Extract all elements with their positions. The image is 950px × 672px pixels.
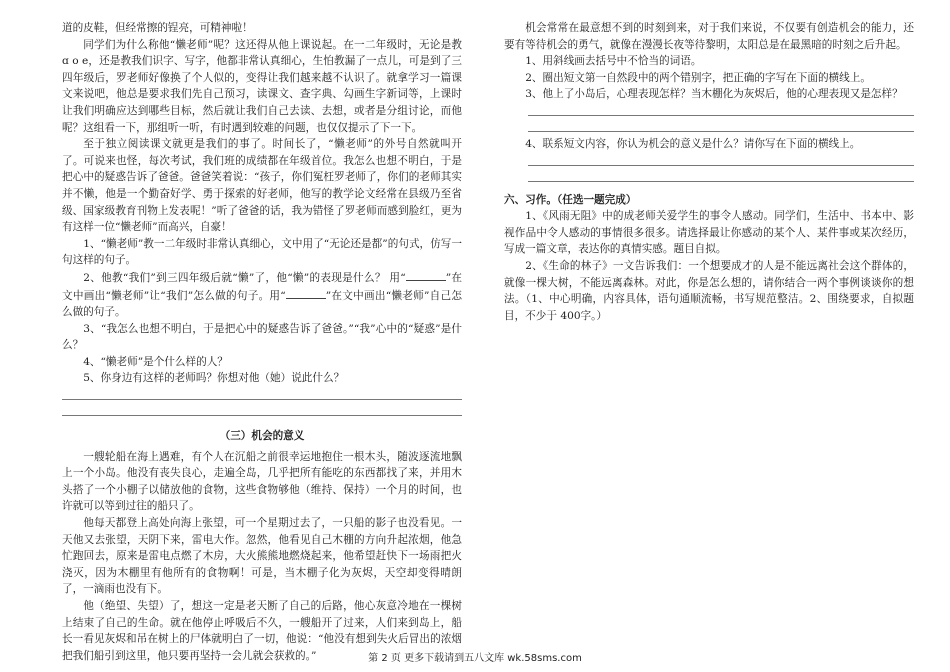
question-4: 4、联系短文内容，你认为机会的意义是什么？请你写在下面的横线上。 [525,137,861,150]
question-3: 3、“我怎么也想不明白，于是把心中的疑惑告诉了爸爸。”“我”心中的“疑惑”是什么？ [62,322,462,352]
paragraph: 至于独立阅读课文就更是我们的事了。时间长了，“懒老师”的外号自然就叫开了。可说来也怪，每次考试，我们班的成绩都在年级首位。我怎么也想不明白，于是把心中的疑惑告诉了爸爸。爸爸笑着说：“孩子，你们冤枉罗老师了，你们的老师其实并不懒，他是一个勤奋好学、勇于探索的好老师，他写的教学论文经常在县级乃至省级、国家级教育刊物上发表呢！”听了爸爸的话，我为错怪了罗老师而感到脸红，更为有这样一位“懒老师”而高兴，自豪！ [62,138,462,234]
answer-line[interactable] [62,388,462,400]
question-2: 2、圈出短文第一自然段中的两个错别字，把正确的字写在下面的横线上。 [525,71,871,84]
answer-line[interactable] [528,154,914,166]
question-5: 5、你身边有这样的老师吗？你想对他（她）说此什么？ [83,372,345,385]
answer-line[interactable] [528,170,914,182]
question-4: 4、“懒老师”是个什么样的人？ [83,355,228,368]
answer-line[interactable] [62,404,462,416]
section-title: （三）机会的意义 [219,430,305,443]
question-1: 1、“懒老师”教一二年级时非常认真细心，文中用了“无论还是都”的句式，仿写一句这样的句子。 [62,237,462,267]
paragraph: 2、《生命的林子》一文告诉我们：一个想要成才的人是不能远离社会这个群体的，就像一棵大树，不能远离森林。对此，你是怎么想的，请你结合一两个事例谈谈你的想法。（1、中心明确，内容具体，语句通顺流畅，书写规范整洁。2、围绕要求，自拟题目，不少于 400字。） [504,259,914,322]
paragraph: 他每天都登上高处向海上张望，可一个星期过去了，一只船的影子也没看见。一天他又去张望，天阴下来，雷电大作。忽然，他看见自己木棚的方向升起浓烟，他急忙跑回去，原来是雷电点燃了木房，大火熊熊地燃烧起来，他希望赶快下一场雨把火浇灭，因为木棚里有他所有的食物啊！可是，当木棚子化为灰烬，天空却变得晴朗了，一滴雨也没有下。 [62,517,462,596]
section-title: 六、习作。（任选一题完成） [504,193,637,206]
paragraph: 他（绝望、失望）了，想这一定是老天断了自己的后路，他心灰意冷地在一棵树上结束了自己的生命。就在他停止呼吸后不久，一艘船开了过来，人们来到岛上，船长一看见灰烬和吊在树上的尸体就明白了一切，他说：“他没有想到失火后冒出的浓烟把我们船引到这里，他只要再坚持一会儿就会获救的。” [62,600,462,662]
paragraph: 1、《风雨无阻》中的成老师关爱学生的事令人感动。同学们，生活中、书本中、影视作品中令人感动的事情很多很多。请选择最让你感动的某个人、某件事或某次经历，写成一篇文章，表达你的真情实感。题目自拟。 [504,210,914,256]
answer-line[interactable] [528,120,914,132]
right-column [504,20,914,324]
answer-blank[interactable] [406,269,446,281]
question-1: 1、用斜线画去括号中不恰当的词语。 [525,55,702,68]
paragraph: 道的皮鞋，但经常擦的锃亮，可精神啦！ [62,22,253,34]
paragraph: 机会常常在最意想不到的时刻到来，对于我们来说，不仅要有创造机会的能力，还要有等待机会的勇气，就像在漫漫长夜等待黎明，太阳总是在最黑暗的时刻之后升起。 [504,22,914,51]
paragraph: 同学们为什么称他“懒老师”呢？这还得从他上课说起。在一二年级时，无论是教 ɑ o e，还是教我们识字、写字，他都非常认真细心，生怕教漏了一点儿，可是到了三四年级后，罗老师好像换了个人似的，变得让我们越来越不认识了。就拿学习一篇课文来说吧，他总是要求我们先自己预习，读课文、查字典、勾画生字新词等，上课时让我们明确应达到哪些目标，然后就让我们自己去读、去想，或者是分组讨论，而他呢？这组看一下，那组听一听，有时遇到较难的问题，也仅仅提示了下一下。 [62,38,462,134]
page-footer: 第 2 页 更多下载请到五八文库 wk.58sms.com [368,653,582,664]
answer-blank[interactable] [286,287,326,299]
answer-line[interactable] [528,104,914,116]
question-3: 3、他上了小岛后，心理表现怎样？当木棚化为灰烬后，他的心理表现又是怎样？ [525,88,903,101]
paragraph: 一艘轮船在海上遇难，有个人在沉船之前很幸运地抱住一根木头，随波逐流地飘上一个小岛。他没有丧失良心，走遍全岛，几乎把所有能吃的东西都找了来，并用木头搭了一个小棚子以储放他的食物，这些食物够他（维持、保持）一个月的时间，也许就可以等到过往的船只了。 [62,450,462,513]
left-column [62,20,462,664]
question-2: 2、他教“我们”到三四年级后就“懒”了，他“懒”的表现是什么？ 用“ ”在文中画出“懒老师”让“我们”怎么做的句子。用“ ”在文中画出“懒老师”自己怎么做的句子。 [62,269,462,321]
